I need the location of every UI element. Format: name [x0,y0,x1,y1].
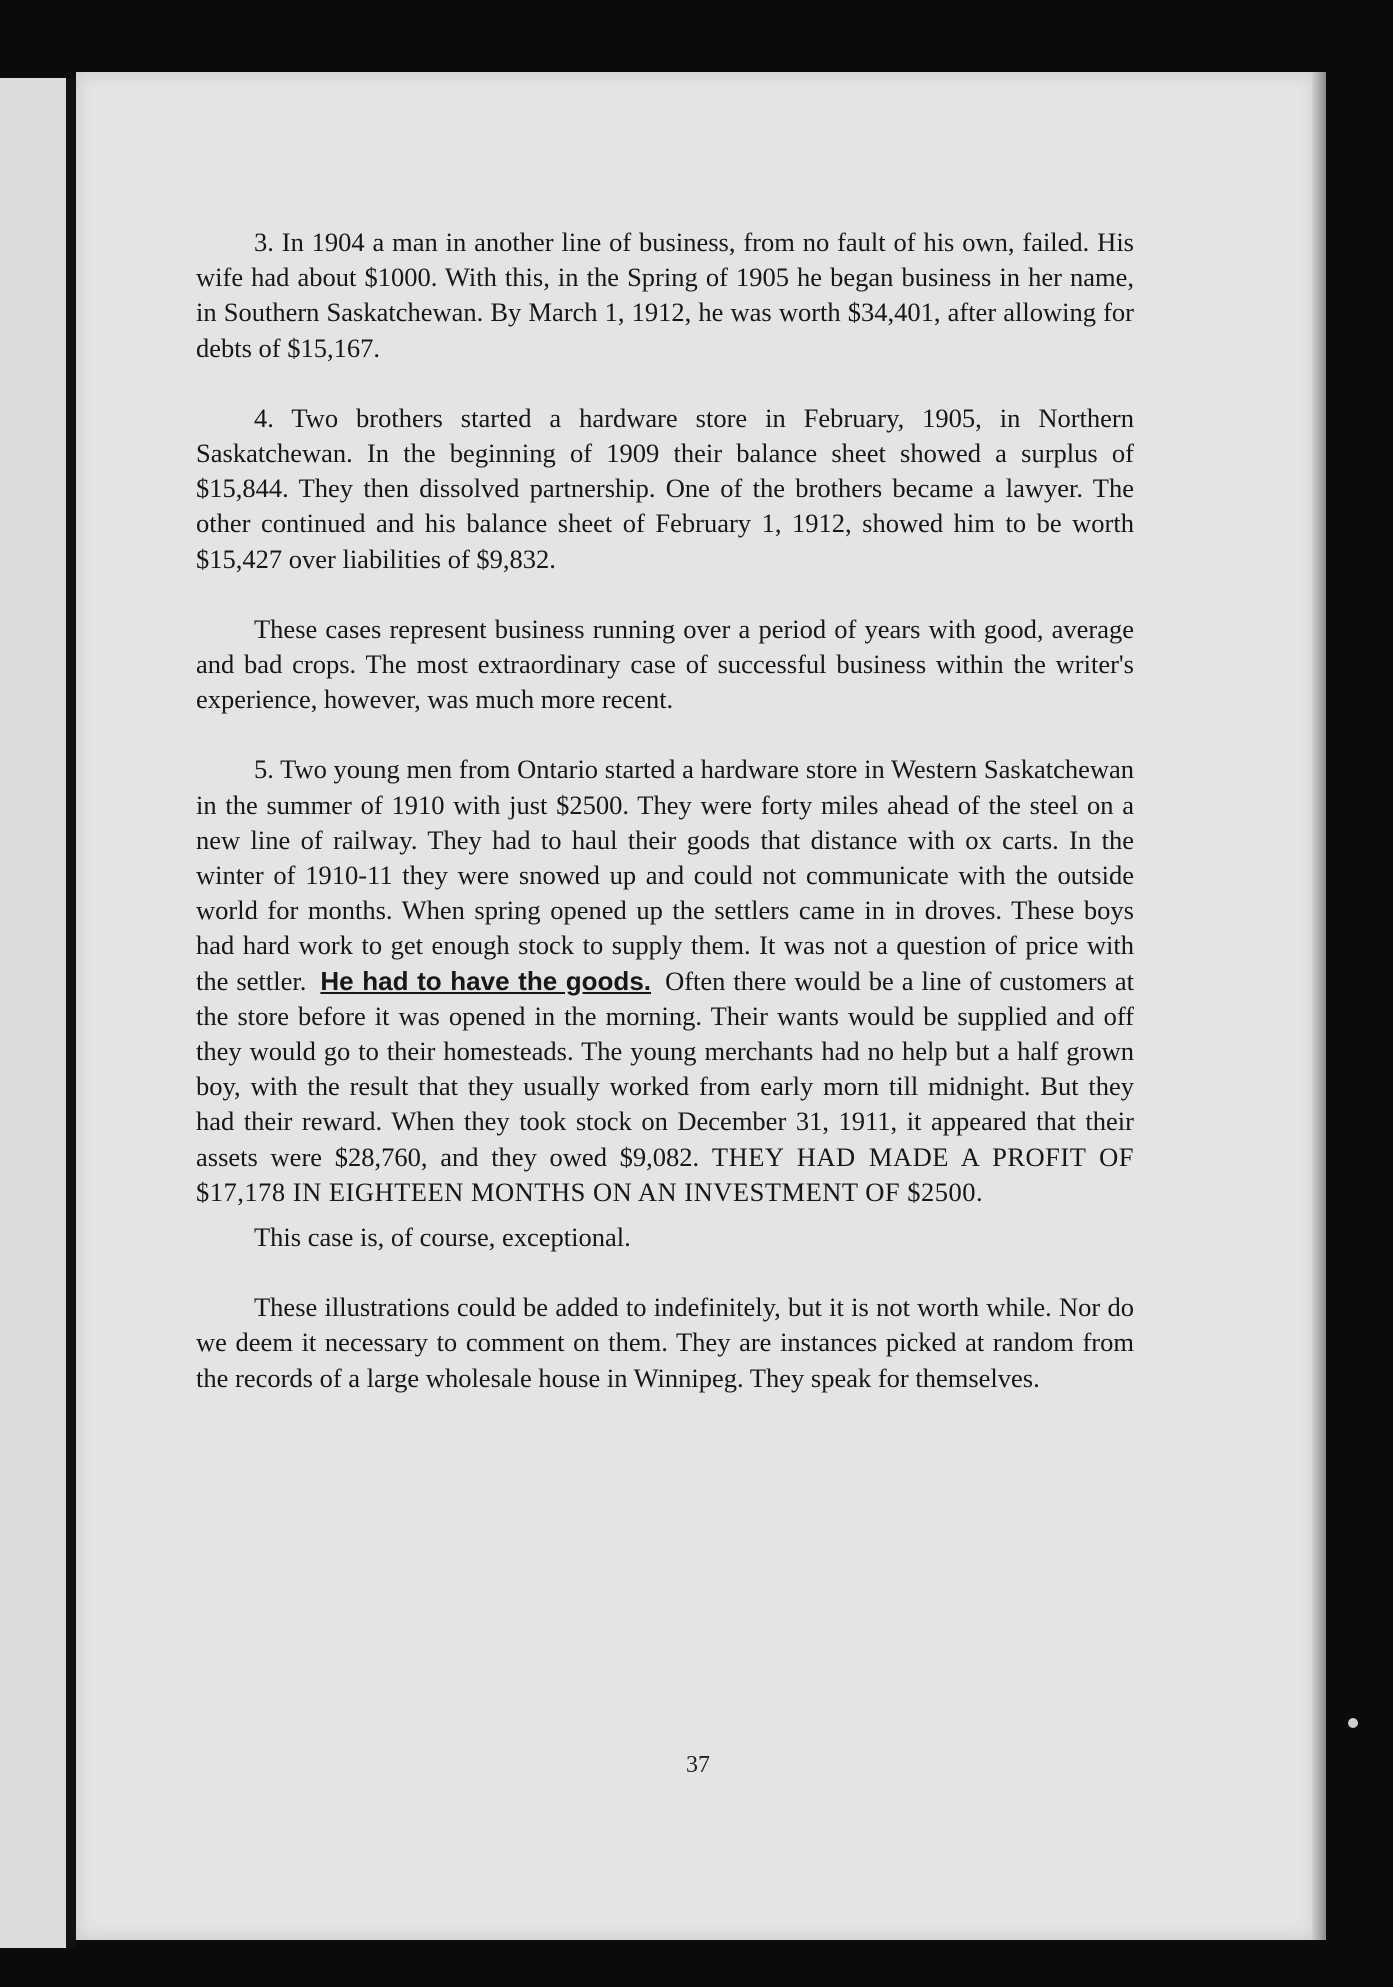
case-5-continued: Often there would be a line of customers at the store before it was opened in the morning. Their wants would be supplied and off they would go to their homesteads. The young merchants had no help but a half grown boy, with the result that they usually worked from early morn till midnight. But they had their reward. When they took stock on December 31, 1911, it appeared that their assets were $28,760, and they owed $9,082. [196,965,1135,1172]
paragraph-illustrations: These illustrations could be added to indefinitely, but it is not worth while. Nor do we deem it necessary to comment on them. They are instances picked at random from the records of a large wholesale house in Winnipeg. They speak for themselves. [196,1292,1134,1393]
emphasis-goods: He had to have the goods. [320,965,652,996]
page-text [196,225,1134,1396]
paragraph-exceptional: This case is, of course, exceptional. [254,1222,631,1253]
paragraph-cases-summary: These cases represent business running over a period of years with good, average and bad crops. The most extraordinary case of successful business within the writer's experience, however, was much more recent. [196,613,1134,715]
paragraph-case-4: 4. Two brothers started a hardware store in February, 1905, in Northern Saskatchewan. In the beginning of 1909 their balance sheet showed a surplus of $15,844. They then dissolved partnership. One of the brothers became a lawyer. The other continued and his balance sheet of February 1, 1912, showed him to be worth $15,427 over liabilities of $9,832. [196,402,1134,574]
paragraph-case-3: 3. In 1904 a man in another line of business, from no fault of his own, failed. His wife had about $1000. With this, in the Spring of 1905 he began business in her name, in Southern Saskatchewan. By March 1, 1912, he was worth $34,401, after allowing for debts of $15,167. [196,227,1134,363]
page-shadow-edge [1312,72,1326,1940]
scan-speck [1348,1718,1358,1728]
profit-statement: THEY HAD MADE A PROFIT OF $17,178 IN EIGHTEEN MONTHS ON AN INVESTMENT OF $2500. [196,1141,1134,1207]
page-number: 37 [686,1752,710,1778]
paragraph-case-5 [196,752,1134,1210]
facing-page-edge [0,78,76,1948]
case-5-text: 5. Two young men from Ontario started a hardware store in Western Saskatchewan in the summer of 1910 with just $2500. They were forty miles ahead of the steel on a new line of railway. They had to haul their goods that distance with ox carts. In the winter of 1910-11 they were snowed up and could not communicate with the outside world for months. When spring opened up the settlers came in in droves. These boys had hard work to get enough stock to supply them. It was not a question of price with the settler. [196,754,1134,996]
